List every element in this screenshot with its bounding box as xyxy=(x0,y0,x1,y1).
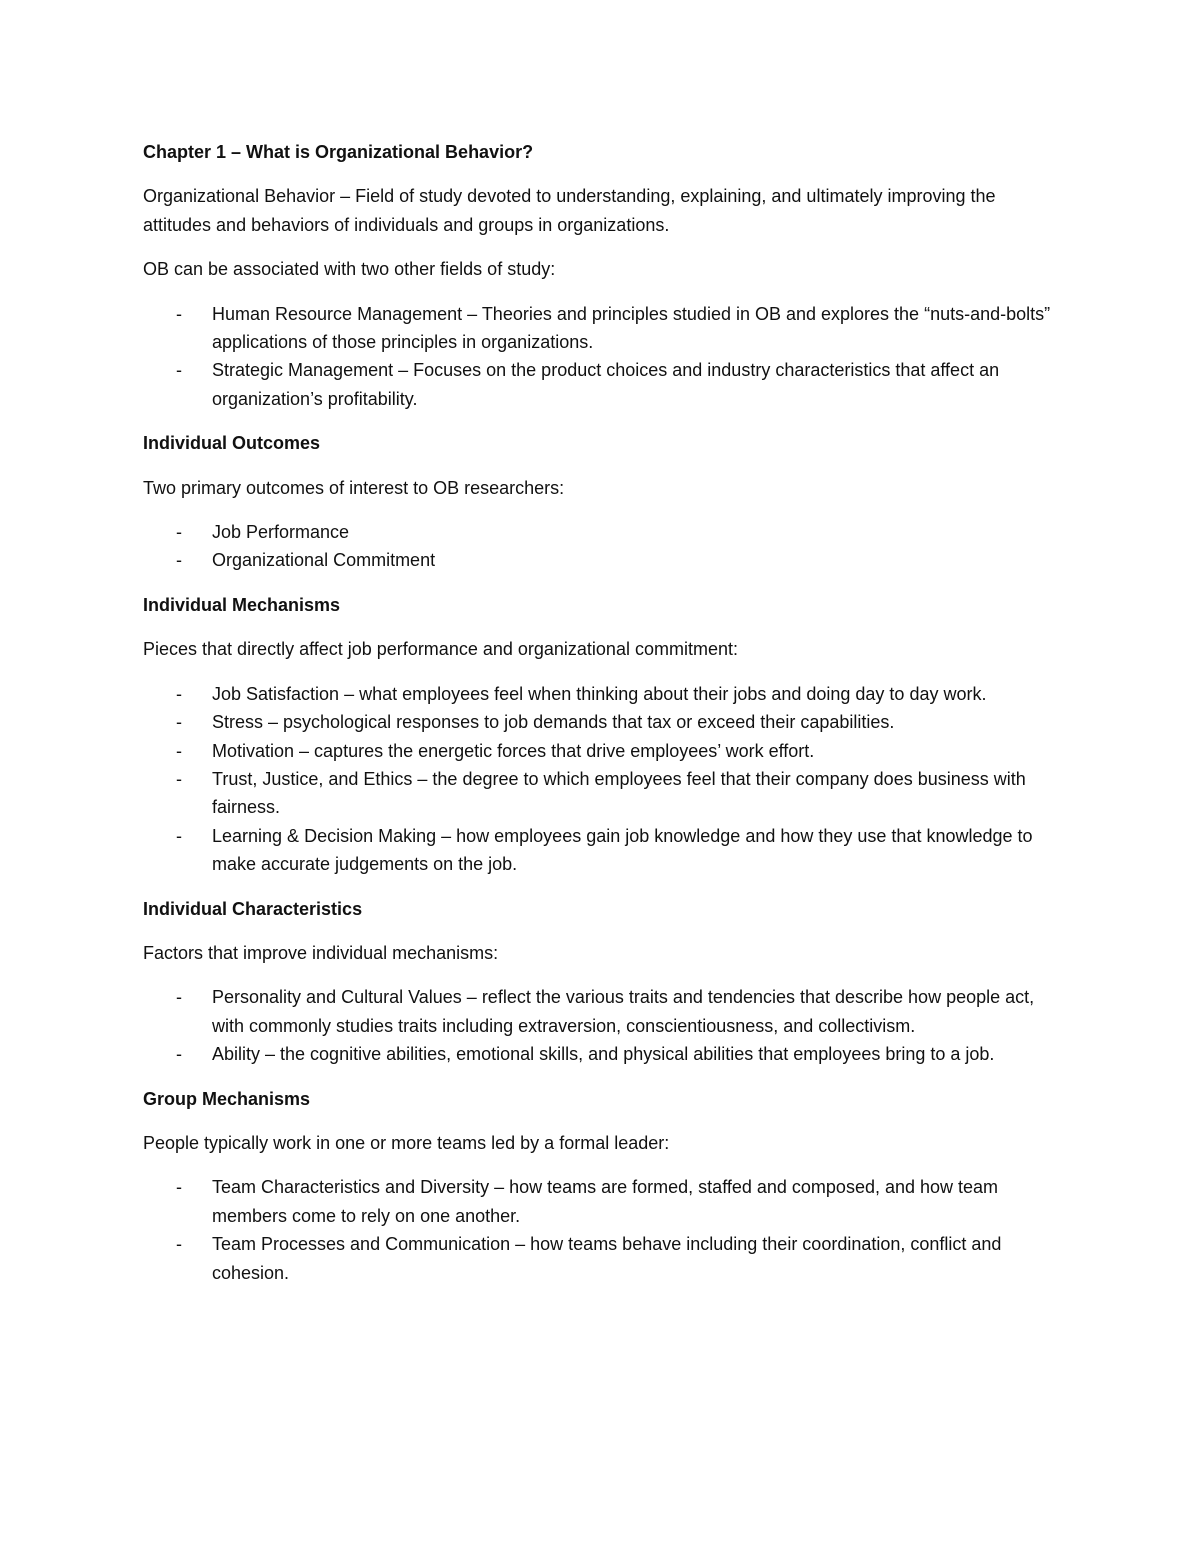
list-item xyxy=(143,546,1063,574)
bullet-dash: - xyxy=(176,1234,182,1255)
list-item-text: Organizational Commitment xyxy=(212,550,436,571)
section-heading: Group Mechanisms xyxy=(143,1088,311,1109)
bullet-list xyxy=(143,680,1063,879)
bullet-dash: - xyxy=(176,740,182,761)
list-item xyxy=(143,1040,1063,1068)
bullet-list xyxy=(143,300,1063,414)
list-item-text: Human Resource Management – Theories and principles studied in OB and explores the “nuts-and-bolts” applications of those principles in organizations. xyxy=(212,303,1051,353)
list-item xyxy=(143,737,1063,765)
body-paragraph: Organizational Behavior – Field of study devoted to understanding, explaining, and ultimately improving the attitudes and behaviors of individuals and groups in organizations. xyxy=(143,186,996,235)
bullet-dash: - xyxy=(176,712,182,733)
list-item xyxy=(143,680,1063,708)
bullet-dash: - xyxy=(176,1044,182,1065)
body-paragraph: Factors that improve individual mechanisms: xyxy=(143,942,499,963)
list-item xyxy=(143,765,1063,822)
list-item-text: Team Processes and Communication – how teams behave including their coordination, conflict and cohesion. xyxy=(212,1234,1002,1283)
list-item xyxy=(143,983,1063,1040)
list-item-text: Job Performance xyxy=(212,522,350,543)
list-item xyxy=(143,1173,1063,1230)
bullet-dash: - xyxy=(176,987,182,1008)
bullet-list xyxy=(143,983,1063,1068)
document-page xyxy=(143,138,1063,1303)
section-heading: Individual Characteristics xyxy=(143,898,363,919)
list-item-text: Job Satisfaction – what employees feel when thinking about their jobs and doing day to day work. xyxy=(212,683,987,704)
list-item-text: Motivation – captures the energetic forces that drive employees’ work effort. xyxy=(212,740,815,761)
body-paragraph: Two primary outcomes of interest to OB researchers: xyxy=(143,477,565,498)
list-item-text: Personality and Cultural Values – reflect the various traits and tendencies that describe how people act, with commonly studies traits including extraversion, conscientiousness, and collectivism. xyxy=(212,987,1035,1036)
list-item-text: Team Characteristics and Diversity – how teams are formed, staffed and composed, and how team members come to rely on one another. xyxy=(212,1177,999,1226)
list-item-text: Ability – the cognitive abilities, emotional skills, and physical abilities that employees bring to a job. xyxy=(212,1044,995,1065)
section-heading: Chapter 1 – What is Organizational Behavior? xyxy=(143,142,534,162)
list-item xyxy=(143,1230,1063,1287)
section-heading: Individual Mechanisms xyxy=(143,594,341,615)
bullet-dash: - xyxy=(176,303,182,324)
list-item xyxy=(143,300,1063,357)
body-paragraph: People typically work in one or more teams led by a formal leader: xyxy=(143,1132,670,1153)
bullet-dash: - xyxy=(176,550,182,571)
bullet-list xyxy=(143,1173,1063,1287)
bullet-dash: - xyxy=(176,1177,182,1198)
body-paragraph: OB can be associated with two other fields of study: xyxy=(143,259,556,280)
bullet-dash: - xyxy=(176,825,182,846)
list-item-text: Stress – psychological responses to job demands that tax or exceed their capabilities. xyxy=(212,712,895,733)
body-paragraph: Pieces that directly affect job performance and organizational commitment: xyxy=(143,639,738,660)
bullet-dash: - xyxy=(176,360,182,381)
list-item-text: Learning & Decision Making – how employees gain job knowledge and how they use that knowledge to make accurate judgements on the job. xyxy=(212,825,1033,875)
bullet-list xyxy=(143,518,1063,575)
list-item-text: Strategic Management – Focuses on the product choices and industry characteristics that affect an organization’s profitability. xyxy=(212,360,1000,409)
list-item-text: Trust, Justice, and Ethics – the degree to which employees feel that their company does business with fairness. xyxy=(212,768,1026,818)
list-item xyxy=(143,518,1063,546)
bullet-dash: - xyxy=(176,522,182,543)
list-item xyxy=(143,708,1063,736)
bullet-dash: - xyxy=(176,768,182,789)
list-item xyxy=(143,356,1063,413)
list-item xyxy=(143,822,1063,879)
section-heading: Individual Outcomes xyxy=(143,433,321,454)
bullet-dash: - xyxy=(176,683,182,704)
